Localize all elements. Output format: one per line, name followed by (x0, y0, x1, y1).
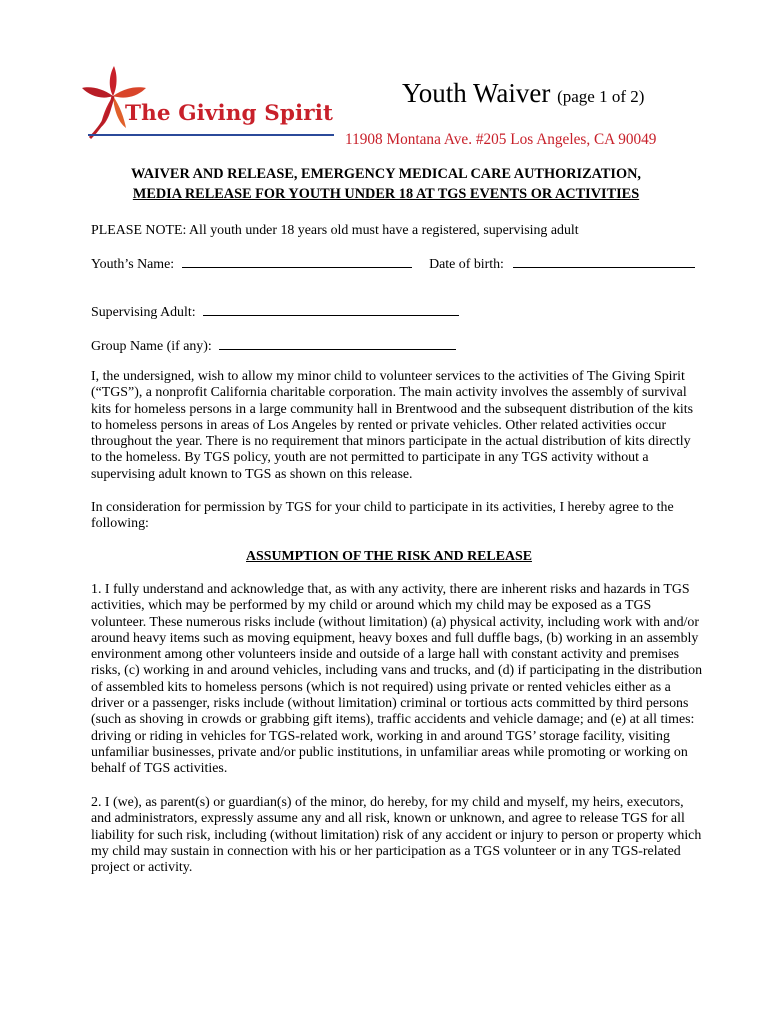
supervising-adult-row (91, 304, 459, 321)
heading-line-1: WAIVER AND RELEASE, EMERGENCY MEDICAL CARE AUTHORIZATION, (131, 166, 641, 182)
please-note: PLEASE NOTE: All youth under 18 years old must have a registered, supervising adult (91, 223, 579, 238)
brand-name: The Giving Spirit (125, 101, 333, 126)
supervising-adult-field[interactable] (203, 304, 459, 316)
intro-paragraph: I, the undersigned, wish to allow my minor child to volunteer services to the activities of The Giving Spirit (“TGS”), a nonprofit California charitable corporation. The main activity involves the assembly of survival kits for homeless persons in a large community hall in Brentwood and the subsequent distribution of the kits to homeless persons in areas of Los Angeles by rented or private vehicles. Other related activities occur throughout the year. There is no requirement that minors participate in the actual distribution of kits directly to the homeless. By TGS policy, youth are not permitted to participate in any TGS activity without a supervising adult known to TGS as shown on this release. (91, 369, 693, 482)
page-title (402, 78, 644, 109)
title-text: Youth Waiver (402, 78, 551, 108)
group-name-field[interactable] (219, 338, 456, 350)
brand-rule (88, 134, 334, 136)
consideration-paragraph: In consideration for permission by TGS for your child to participate in its activities, I hereby agree to the following: (91, 500, 674, 532)
item-1-paragraph: 1. I fully understand and acknowledge that, as with any activity, there are inherent risks and hazards in TGS activities, which may be performed by my child or around which my child may be exposed as a TGS volunteer. These numerous risks include (without limitation) (a) physical activity, including work with and/or around heavy items such as moving equipment, heavy boxes and full duffle bags, (b) working in an assembly environment among other volunteers inside and outside of a large hall with constant activity and premises risks, (c) working in and around vehicles, including vans and trucks, and (d) if participating in the distribution of assembled kits to homeless persons (which is not required) using private or rented vehicles either as a driver or a passenger, risks include (without limitation) criminal or tortious acts committed by third persons (such as shoving in crowds or grabbing gift items), traffic accidents and vehicle damage; and (e) at all times: driving or riding in vehicles for TGS-related work, working in and around TGS’ storage facility, visiting unfamiliar businesses, private and/or public institutions, in unfamiliar areas while promoting or working on behalf of TGS activities. (91, 582, 703, 777)
group-name-label: Group Name (if any): (91, 339, 212, 354)
group-name-row (91, 338, 456, 355)
page-indicator: (page 1 of 2) (557, 87, 645, 106)
youth-name-label: Youth’s Name: (91, 257, 175, 272)
youth-name-field[interactable] (182, 256, 412, 268)
address: 11908 Montana Ave. #205 Los Angeles, CA 90049 (345, 131, 657, 148)
dob-label: Date of birth: (429, 257, 504, 272)
item-2-paragraph: 2. I (we), as parent(s) or guardian(s) of the minor, do hereby, for my child and myself, my heirs, executors, and administrators, expressly assume any and all risk, known or unknown, and agree to release TGS for all liability for such risk, including (without limitation) risk of any accident or injury to person or property which my child may sustain in connection with his or her participation as a TGS volunteer or in any TGS-related project or activity. (91, 795, 702, 876)
supervising-adult-label: Supervising Adult: (91, 305, 196, 320)
youth-name-row (91, 256, 695, 273)
dob-field[interactable] (513, 256, 695, 268)
section-title: ASSUMPTION OF THE RISK AND RELEASE (246, 549, 532, 564)
heading-line-2: MEDIA RELEASE FOR YOUTH UNDER 18 AT TGS EVENTS OR ACTIVITIES (132, 186, 640, 202)
